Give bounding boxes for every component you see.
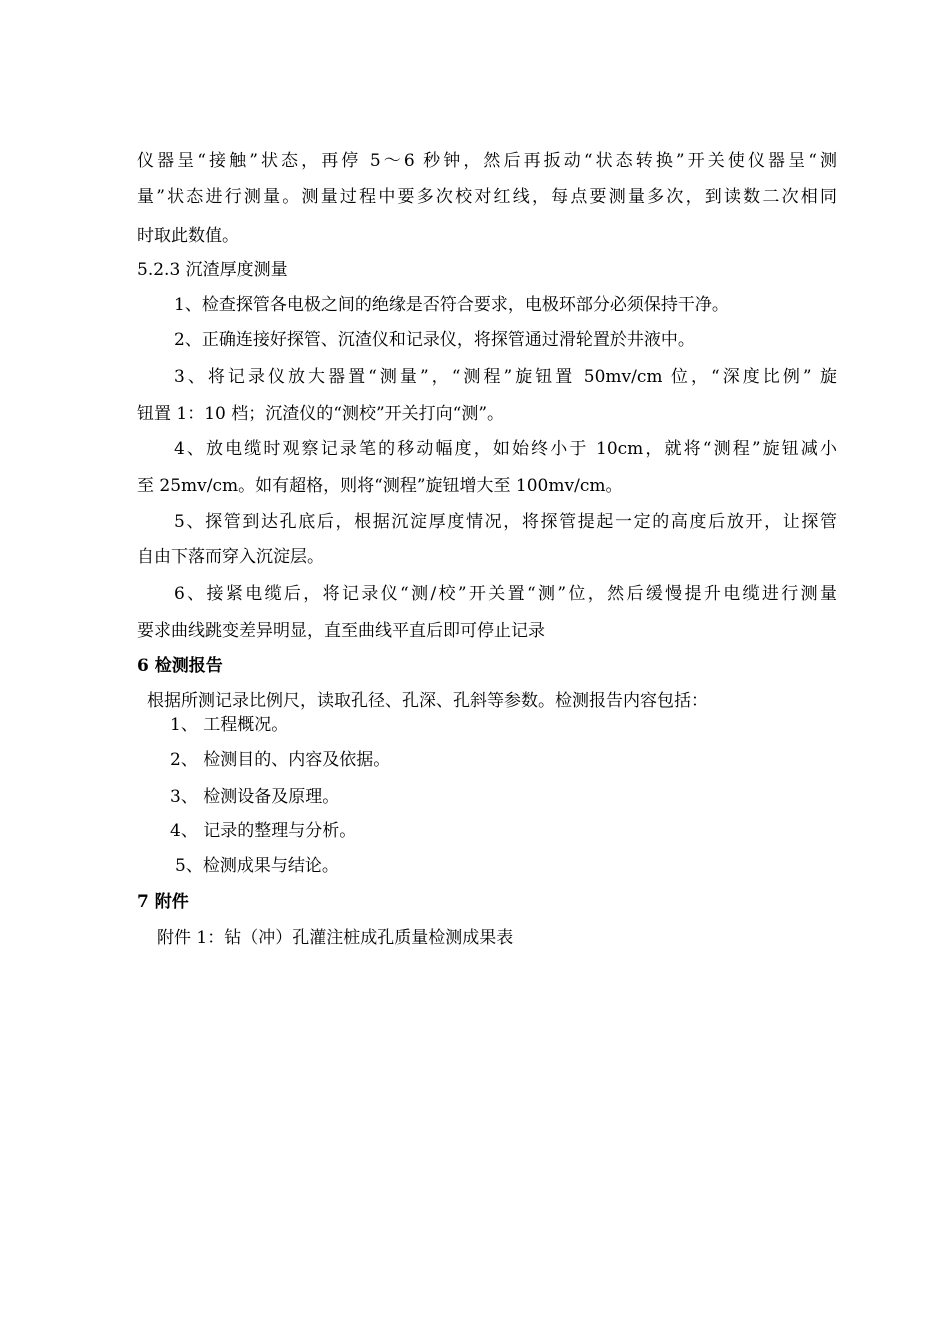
section-heading: 7 附件 [137, 892, 189, 912]
list-item: 5、探管到达孔底后，根据沉淀厚度情况，将探管提起一定的高度后放开，让探管 [174, 512, 837, 532]
list-item: 1、检查探管各电极之间的绝缘是否符合要求，电极环部分必须保持干净。 [174, 295, 729, 315]
list-item-continued: 要求曲线跳变差异明显，直至曲线平直后即可停止记录 [137, 621, 545, 641]
list-item: 2、正确连接好探管、沉渣仪和记录仪，将探管通过滑轮置於井液中。 [174, 330, 695, 350]
list-item: 4、 记录的整理与分析。 [170, 821, 357, 841]
list-item: 6、接紧电缆后，将记录仪“测/校”开关置“测”位，然后缓慢提升电缆进行测量 [174, 584, 837, 604]
paragraph-line: 量”状态进行测量。测量过程中要多次校对红线，每点要测量多次，到读数二次相同 [137, 187, 837, 207]
list-item-continued: 至 25mv/cm。如有超格，则将“测程”旋钮增大至 100mv/cm。 [137, 476, 623, 496]
list-item: 1、 工程概况。 [170, 715, 289, 735]
paragraph-line: 时取此数值。 [137, 226, 239, 246]
list-item: 3、将记录仪放大器置“测量”，“测程”旋钮置 50mv/cm 位，“深度比例” 旋 [174, 367, 837, 387]
section-heading: 6 检测报告 [137, 656, 223, 676]
list-item: 4、放电缆时观察记录笔的移动幅度，如始终小于 10cm，就将“测程”旋钮减小 [174, 439, 837, 459]
section-intro: 根据所测记录比例尺，读取孔径、孔深、孔斜等参数。检测报告内容包括： [147, 691, 708, 711]
paragraph-line: 仪器呈“接触”状态，再停 5～6 秒钟，然后再扳动“状态转换”开关使仪器呈“测 [137, 151, 837, 171]
list-item-continued: 自由下落而穿入沉淀层。 [137, 547, 324, 567]
list-item: 2、 检测目的、内容及依据。 [170, 750, 391, 770]
section-heading: 5.2.3 沉渣厚度测量 [137, 260, 288, 280]
list-item: 5、检测成果与结论。 [175, 856, 339, 876]
attachment-line: 附件 1：钻（冲）孔灌注桩成孔质量检测成果表 [157, 928, 514, 948]
list-item-continued: 钮置 1：10 档；沉渣仪的“测校”开关打向“测”。 [137, 404, 505, 424]
list-item: 3、 检测设备及原理。 [170, 787, 340, 807]
